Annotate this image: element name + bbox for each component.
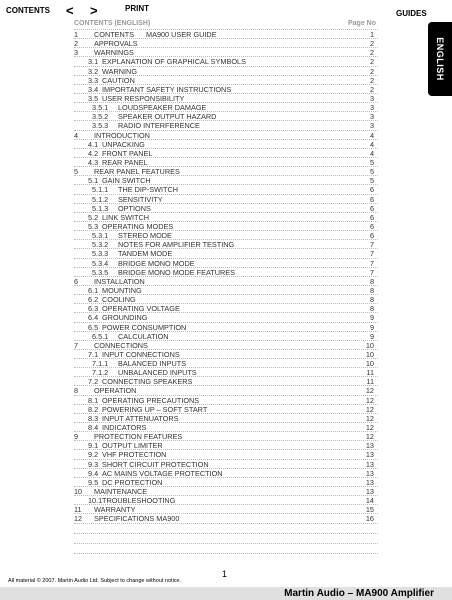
toc-entry-title: MAINTENANCE <box>94 487 148 497</box>
toc-entry-page: 2 <box>369 84 374 94</box>
toc-entry-title: OPTIONS <box>118 203 151 213</box>
toc-entry-page: 5 <box>369 176 374 186</box>
toc-entry-title: APPROVALS <box>94 39 138 49</box>
toc-entry[interactable] <box>74 222 378 231</box>
toc-entry-page: 12 <box>365 404 374 414</box>
toc-entry-number: 6.4 <box>88 313 99 323</box>
toc-entry-title: PROTECTION FEATURES <box>94 432 183 442</box>
toc-entry-number: 8.4 <box>88 423 99 433</box>
toc-entry-title: POWERING UP – SOFT START <box>102 404 208 414</box>
toc-entry-title: COOLING <box>102 295 136 305</box>
toc-entry-number: 7.1.1 <box>92 359 109 369</box>
toc-entry[interactable] <box>74 432 378 441</box>
toc-entry[interactable] <box>74 131 378 140</box>
toc-entry-number: 9.5 <box>88 477 99 487</box>
toc-entry[interactable] <box>74 167 378 176</box>
toc-entry[interactable] <box>74 341 378 350</box>
toc-entry-title: IMPORTANT SAFETY INSTRUCTIONS <box>102 84 232 94</box>
toc-heading: CONTENTS (ENGLISH) <box>74 20 151 27</box>
toc-entry[interactable] <box>74 323 378 332</box>
toc-entry[interactable] <box>74 313 378 322</box>
toc-entry-page: 2 <box>369 39 374 49</box>
toc-entry[interactable] <box>74 277 378 286</box>
toc-entry[interactable] <box>74 67 378 76</box>
toc-entry-page: 8 <box>369 276 374 286</box>
toc-entry-page: 8 <box>369 304 374 314</box>
toc-entry-title: BALANCED INPUTS <box>118 359 187 369</box>
toc-entry-number: 8.1 <box>88 395 99 405</box>
toc-entry-page: 6 <box>369 203 374 213</box>
toc-entry-number: 3.5.1 <box>92 103 109 113</box>
toc-entry-title: OPERATING MODES <box>102 221 174 231</box>
toc-entry-title: TROUBLESHOOTING <box>102 496 176 506</box>
toc-entry-page: 5 <box>369 167 374 177</box>
toc-entry-number: 7.1 <box>88 349 99 359</box>
toc-entry[interactable] <box>74 85 378 94</box>
toc-entry-title: OPERATING PRECAUTIONS <box>102 395 200 405</box>
toc-entry-number: 5.1.1 <box>92 185 109 195</box>
toc-entry-number: 3.3 <box>88 75 99 85</box>
toc-entry-title: MOUNTING <box>102 285 142 295</box>
toc-entry[interactable] <box>74 259 378 268</box>
toc-entry[interactable] <box>74 295 378 304</box>
toc-entry-number: 9.4 <box>88 468 99 478</box>
previous-page-arrow[interactable]: < <box>66 3 74 18</box>
toc-entry-title: RADIO INTERFERENCE <box>118 121 200 131</box>
toc-entry-number: 9 <box>74 432 79 442</box>
toc-entry-number: 4.2 <box>88 148 99 158</box>
toc-entry-page: 14 <box>365 496 374 506</box>
toc-entry-number: 6.3 <box>88 304 99 314</box>
toc-entry-number: 7.1.2 <box>92 368 109 378</box>
toc-entry-title: SPECIFICATIONS MA900 <box>94 514 180 524</box>
toc-entry-title: WARNING <box>102 66 137 76</box>
toc-entry-title: INSTALLATION <box>94 276 145 286</box>
toc-entry[interactable] <box>74 176 378 185</box>
toc-entry[interactable] <box>74 332 378 341</box>
english-language-tab[interactable] <box>428 22 452 96</box>
toc-blank-line <box>74 524 378 534</box>
toc-entry-number: 4 <box>74 130 79 140</box>
toc-entry-title: GROUNDING <box>102 313 148 323</box>
toc-entry[interactable] <box>74 121 378 130</box>
toc-entry-title: LINK SWITCH <box>102 212 150 222</box>
toc-entry-page: 3 <box>369 93 374 103</box>
toc-entry-page: 7 <box>369 258 374 268</box>
toc-entry-number: 3 <box>74 48 79 58</box>
toc-entry[interactable] <box>74 204 378 213</box>
toc-entry-number: 5.3.3 <box>92 249 109 259</box>
toc-entry[interactable] <box>74 441 378 450</box>
toc-entry-title: VHF PROTECTION <box>102 450 167 460</box>
toc-entry-number: 6.1 <box>88 285 99 295</box>
toc-entry-title: UNBALANCED INPUTS <box>118 368 197 378</box>
toc-entry-number: 3.1 <box>88 57 99 67</box>
toc-entry-title: INPUT ATTENUATORS <box>102 413 179 423</box>
toc-entry-page: 6 <box>369 221 374 231</box>
toc-entry-page: 3 <box>369 112 374 122</box>
toc-entry-page: 10 <box>365 359 374 369</box>
toc-entry-page: 6 <box>369 185 374 195</box>
toc-blank-line <box>74 544 378 554</box>
toc-entry-title: SENSITIVITY <box>118 194 163 204</box>
toc-entry-number: 8.3 <box>88 413 99 423</box>
toc-entry-number: 7 <box>74 340 79 350</box>
toc-entry[interactable] <box>74 496 378 505</box>
toc-entry-page: 4 <box>369 148 374 158</box>
toc-entry[interactable] <box>74 57 378 66</box>
toc-entry-title: FRONT PANEL <box>102 148 153 158</box>
toc-entry-number: 10.1 <box>88 496 103 506</box>
toc-entry-title: TANDEM MODE <box>118 249 173 259</box>
toc-entry-page: 9 <box>369 313 374 323</box>
toc-entry[interactable] <box>74 48 378 57</box>
toc-entry-title: DC PROTECTION <box>102 477 163 487</box>
toc-entry-title: WARRANTY <box>94 505 136 515</box>
toc-entry-number: 7.2 <box>88 377 99 387</box>
toc-entry-title: WARNINGS <box>94 48 134 58</box>
toc-entry-page: 2 <box>369 57 374 67</box>
toc-entry-number: 5.1.3 <box>92 203 109 213</box>
toc-entry[interactable] <box>74 414 378 423</box>
toc-entry-page: 13 <box>365 487 374 497</box>
toc-entry-title: CAUTION <box>102 75 135 85</box>
toc-entry-page: 1 <box>369 30 374 39</box>
toc-entry-subtitle: MA900 USER GUIDE <box>146 30 217 39</box>
toc-entry-page: 12 <box>365 413 374 423</box>
toc-entry-page: 6 <box>369 194 374 204</box>
toc-entry-number: 11 <box>74 505 82 515</box>
toc-entry-title: AC MAINS VOLTAGE PROTECTION <box>102 468 223 478</box>
toc-entry-number: 3.5 <box>88 93 99 103</box>
toc-entry-title: EXPLANATION OF GRAPHICAL SYMBOLS <box>102 57 246 67</box>
toc-entry-number: 4.1 <box>88 139 99 149</box>
toc-blank-line <box>74 534 378 544</box>
toc-entry[interactable] <box>74 423 378 432</box>
toc-entry-title: STEREO MODE <box>118 231 172 241</box>
toc-entry-title: INTRODUCTION <box>94 130 150 140</box>
toc-entry-page: 7 <box>369 240 374 250</box>
toc-rows <box>74 30 378 554</box>
toc-entry[interactable] <box>74 487 378 496</box>
toc-entry-page: 16 <box>365 514 374 524</box>
toc-entry-number: 9.3 <box>88 459 99 469</box>
toc-entry-page: 7 <box>369 267 374 277</box>
toc-entry[interactable] <box>74 469 378 478</box>
toc-entry-number: 6.2 <box>88 295 99 305</box>
toc-entry[interactable] <box>74 195 378 204</box>
toc-entry-page: 4 <box>369 139 374 149</box>
toc-entry-page: 5 <box>369 157 374 167</box>
toc-entry[interactable] <box>74 30 378 39</box>
toc-entry-page: 9 <box>369 322 374 332</box>
toc-entry-title: OUTPUT LIMITER <box>102 441 163 451</box>
toc-entry[interactable] <box>74 478 378 487</box>
toc-entry-number: 10 <box>74 487 83 497</box>
toc-entry-title: THE DIP-SWITCH <box>118 185 178 195</box>
toc-entry-page: 13 <box>365 441 374 451</box>
toc-entry-number: 9.2 <box>88 450 99 460</box>
page-no-heading: Page No <box>347 20 376 27</box>
toc-entry-number: 5 <box>74 167 79 177</box>
toc-entry-page: 2 <box>369 75 374 85</box>
toc-entry-number: 5.3.4 <box>92 258 109 268</box>
contents-link[interactable]: CONTENTS <box>6 6 50 15</box>
toc-entry-page: 10 <box>365 349 374 359</box>
toc-entry-page: 8 <box>369 285 374 295</box>
toc-entry-title: INDICATORS <box>102 423 147 433</box>
toc-entry-title: REAR PANEL FEATURES <box>94 167 180 177</box>
toc-entry-title: LOUDSPEAKER DAMAGE <box>118 103 207 113</box>
toc-entry-title: POWER CONSUMPTION <box>102 322 187 332</box>
toc-entry[interactable] <box>74 213 378 222</box>
toc-entry-number: 1 <box>74 30 79 39</box>
toc-entry[interactable] <box>74 39 378 48</box>
toc-entry-title: INPUT CONNECTIONS <box>102 349 180 359</box>
copyright-notice: All material © 2007. Martin Audio Ltd. Subject to change without notice. <box>8 578 182 584</box>
toc-entry-page: 4 <box>369 130 374 140</box>
toc-entry[interactable] <box>74 350 378 359</box>
toc-entry-page: 2 <box>369 48 374 58</box>
toc-entry-number: 3.4 <box>88 84 99 94</box>
toc-entry[interactable] <box>74 377 378 386</box>
toc-entry-title: CONNECTIONS <box>94 340 148 350</box>
toc-entry-title: UNPACKING <box>102 139 145 149</box>
language-tab-label: ENGLISH <box>435 37 446 81</box>
toc-entry[interactable] <box>74 240 378 249</box>
toc-entry-page: 8 <box>369 295 374 305</box>
toc-entry[interactable] <box>74 140 378 149</box>
toc-entry-title: OPERATION <box>94 386 137 396</box>
brand-title: Martin Audio – MA900 Amplifier <box>284 588 434 599</box>
toc-entry-title: NOTES FOR AMPLIFIER TESTING <box>118 240 235 250</box>
toc-entry-number: 6.5.1 <box>92 331 109 341</box>
toc-entry[interactable] <box>74 368 378 377</box>
toc-entry-page: 12 <box>365 432 374 442</box>
toc-entry-page: 12 <box>365 386 374 396</box>
toc-entry[interactable] <box>74 149 378 158</box>
toc-entry[interactable] <box>74 185 378 194</box>
toc-entry[interactable] <box>74 505 378 514</box>
toc-entry[interactable] <box>74 304 378 313</box>
toc-entry-title: OPERATING VOLTAGE <box>102 304 180 314</box>
toc-entry[interactable] <box>74 268 378 277</box>
toc-entry-page: 12 <box>365 423 374 433</box>
toc-entry-page: 15 <box>365 505 374 515</box>
toc-entry-page: 13 <box>365 468 374 478</box>
toc-entry-number: 5.3.5 <box>92 267 109 277</box>
toc-entry-number: 5.3.1 <box>92 231 109 241</box>
toc-entry-title: REAR PANEL <box>102 157 148 167</box>
toc-entry[interactable] <box>74 514 378 523</box>
toc-entry-number: 5.3 <box>88 221 99 231</box>
table-of-contents <box>74 20 378 554</box>
toc-entry[interactable] <box>74 231 378 240</box>
toc-entry[interactable] <box>74 450 378 459</box>
toc-entry-page: 13 <box>365 459 374 469</box>
toc-entry[interactable] <box>74 112 378 121</box>
page-number: 1 <box>222 569 228 579</box>
toc-entry-page: 12 <box>365 395 374 405</box>
top-navigation <box>0 0 452 22</box>
toc-entry-page: 6 <box>369 231 374 241</box>
toc-entry[interactable] <box>74 405 378 414</box>
toc-entry-page: 13 <box>365 477 374 487</box>
toc-entry-page: 7 <box>369 249 374 259</box>
toc-entry-page: 6 <box>369 212 374 222</box>
toc-entry-page: 10 <box>365 340 374 350</box>
toc-entry-number: 3.5.2 <box>92 112 109 122</box>
toc-entry-title: SPEAKER OUTPUT HAZARD <box>118 112 217 122</box>
toc-entry[interactable] <box>74 158 378 167</box>
toc-entry-number: 9.1 <box>88 441 99 451</box>
next-page-arrow[interactable]: > <box>90 3 98 18</box>
print-link[interactable]: PRINT <box>125 4 149 13</box>
toc-entry-page: 3 <box>369 103 374 113</box>
toc-entry-page: 13 <box>365 450 374 460</box>
toc-entry-number: 6.5 <box>88 322 99 332</box>
toc-entry-title: CALCULATION <box>118 331 169 341</box>
toc-entry-number: 2 <box>74 39 79 49</box>
toc-entry-title: GAIN SWITCH <box>102 176 151 186</box>
toc-entry[interactable] <box>74 76 378 85</box>
toc-entry-title: SHORT CIRCUIT PROTECTION <box>102 459 209 469</box>
toc-entry[interactable] <box>74 386 378 395</box>
toc-entry-number: 3.2 <box>88 66 99 76</box>
toc-entry-title: BRIDGE MONO MODE <box>118 258 195 268</box>
toc-entry-number: 5.1 <box>88 176 99 186</box>
toc-entry-number: 4.3 <box>88 157 99 167</box>
toc-entry-number: 8.2 <box>88 404 99 414</box>
toc-entry-page: 2 <box>369 66 374 76</box>
toc-entry-title: CONNECTING SPEAKERS <box>102 377 193 387</box>
toc-entry[interactable] <box>74 94 378 103</box>
toc-entry[interactable] <box>74 286 378 295</box>
toc-entry[interactable] <box>74 103 378 112</box>
toc-entry-title: CONTENTS <box>94 30 135 39</box>
toc-entry-page: 3 <box>369 121 374 131</box>
toc-entry-number: 8 <box>74 386 79 396</box>
brand-footer-bar <box>0 587 452 600</box>
toc-entry[interactable] <box>74 460 378 469</box>
toc-entry-number: 3.5.3 <box>92 121 109 131</box>
toc-entry[interactable] <box>74 396 378 405</box>
toc-entry-page: 11 <box>366 368 374 378</box>
toc-entry-page: 9 <box>369 331 374 341</box>
toc-header <box>74 20 378 30</box>
toc-entry-number: 12 <box>74 514 83 524</box>
toc-entry-number: 5.1.2 <box>92 194 109 204</box>
toc-entry-page: 11 <box>366 377 374 387</box>
guides-link[interactable]: GUIDES <box>396 9 427 18</box>
toc-entry[interactable] <box>74 359 378 368</box>
toc-entry-number: 5.2 <box>88 212 99 222</box>
toc-entry-title: USER RESPONSIBILITY <box>102 93 185 103</box>
toc-entry-title: BRIDGE MONO MODE FEATURES <box>118 267 236 277</box>
toc-entry-number: 5.3.2 <box>92 240 109 250</box>
toc-entry[interactable] <box>74 249 378 258</box>
toc-entry-number: 6 <box>74 276 79 286</box>
